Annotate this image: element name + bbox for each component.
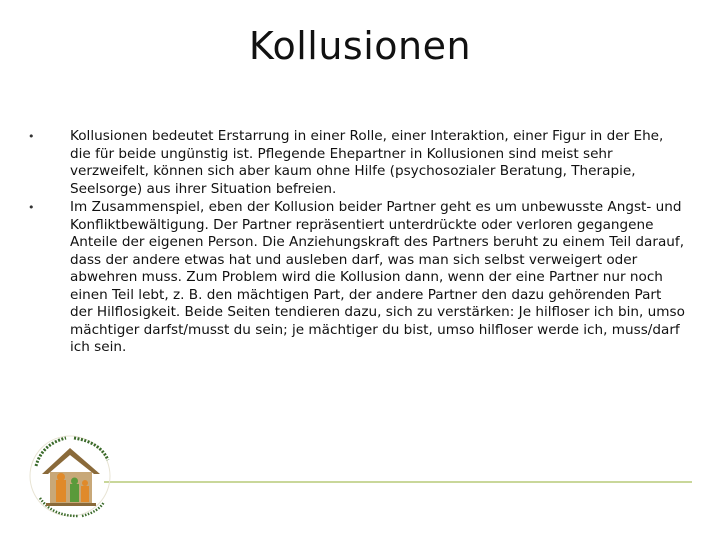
organization-logo-icon bbox=[22, 430, 122, 522]
bullet-marker: • bbox=[28, 130, 35, 143]
slide-title: Kollusionen bbox=[248, 24, 472, 68]
bullet-item-1 bbox=[28, 128, 688, 198]
bullet-text: Im Zusammenspiel, eben der Kollusion beider Partner geht es um unbewusste Angst- und Konfliktbewältigung. Der Partner repräsentiert unterdrückte oder verloren gegangene Anteile der eigenen Person. Die Anziehungskraft des Partners beruht zu einem Teil darauf, dass der andere etwas hat und ausleben darf, was man sich selbst verweigert oder abwehren muss. Zum Problem wird die Kollusion dann, wenn der eine Partner nur noch einen Teil lebt, z. B. den mächtigen Part, der andere Partner den dazu gehörenden Part der Hilflosigkeit. Beide Seiten tendieren dazu, sich zu verstärken: Je hilfloser ich bin, umso mächtiger darfst/musst du sein; je mächtiger du bist, umso hilfloser werde ich, muss/darf ich sein. bbox=[70, 199, 685, 355]
bullet-text: Kollusionen bedeutet Erstarrung in einer Rolle, einer Interaktion, einer Figur in der Ehe, die für beide ungünstig ist. Pflegende Ehepartner in Kollusionen sind meist sehr verzweifelt, können sich aber kaum ohne Hilfe (psychosozialer Beratung, Therapie, Seelsorge) aus ihrer Situation befreien. bbox=[70, 128, 664, 197]
bullet-item-2 bbox=[28, 199, 688, 357]
bullet-marker: • bbox=[28, 201, 35, 214]
footer-divider bbox=[104, 481, 692, 483]
bullet-list bbox=[28, 128, 688, 358]
